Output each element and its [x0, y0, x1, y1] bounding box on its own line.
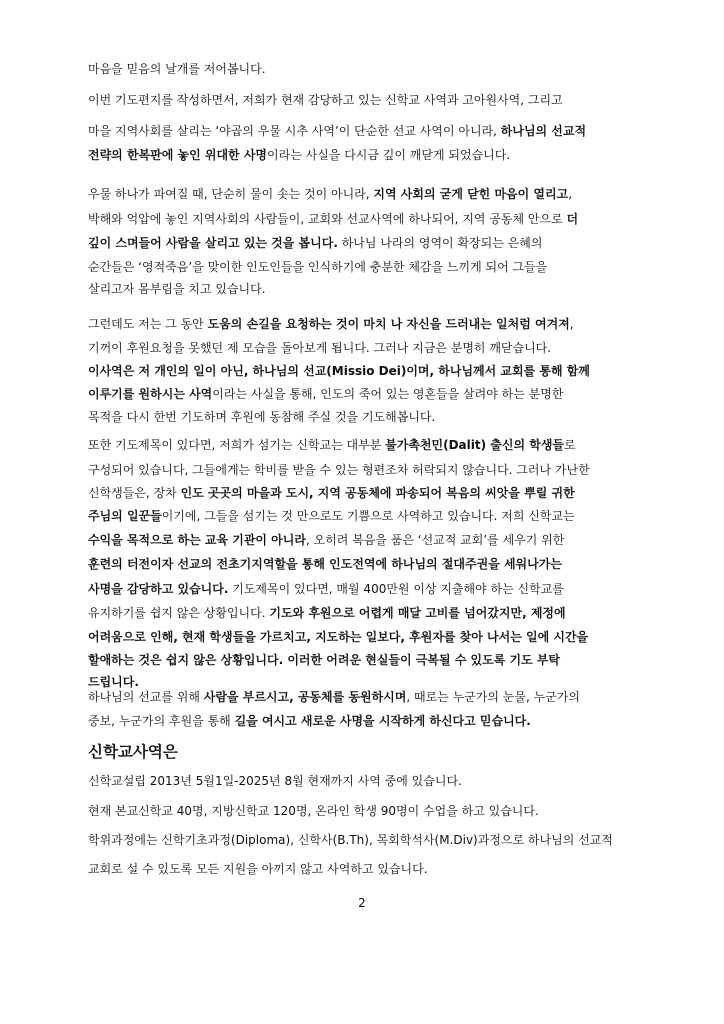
bold-text: 기도와 후원으로 어렵게 매달 고비를 넘어갔지만, 제정에	[269, 606, 566, 620]
bold-text: 훈련의 터전이자 선교의 전초기지역할을 통해 인도전역에 하나님의 절대주권을 세워나가는	[88, 557, 562, 571]
text-line	[88, 581, 564, 597]
bold-text: 이사역은 저 개인의 일이 아닌, 하나님의 선교(Missio Dei)이며, 하나님께서 교회를 통해 함께	[88, 364, 590, 378]
text-line	[88, 92, 563, 108]
text-line	[88, 689, 580, 705]
bold-text: 인도 곳곳의 마을과 도시, 지역 공동체에 파송되어 복음의 씨앗을 뿌릴 귀한	[180, 486, 575, 500]
text-line	[88, 211, 578, 227]
text-line	[88, 259, 547, 275]
bold-text: 이루기를 원하시는 사역	[88, 387, 213, 401]
bold-text: 하나님의 선교적	[500, 124, 587, 138]
text-run: ,	[568, 187, 573, 201]
text-line	[88, 652, 560, 668]
text-line	[88, 803, 539, 819]
text-line	[88, 147, 510, 163]
page-number: 2	[358, 896, 366, 910]
text-run: 이라는 사실을 통해, 인도의 죽어 있는 영혼들을 살려야 하는 분명한	[212, 387, 564, 401]
text-line	[88, 556, 562, 572]
text-run: 구성되어 있습니다, 그들에게는 학비를 받을 수 있는 형편조차 허락되지 않습니다. 그러나 가난한	[88, 463, 590, 477]
text-run: 마음을 믿음의 날개를 저어봅니다.	[88, 62, 266, 76]
bold-text: 주님의 일꾼들	[88, 509, 162, 523]
text-run: 신학교설립 2013년 5월1일-2025년 8월 현재까지 사역 중에 있습니다.	[88, 774, 462, 788]
text-line	[88, 316, 574, 332]
text-run: 이번 기도편지를 작성하면서, 저희가 현재 감당하고 있는 신학교 사역과 고아원사역, 그리고	[88, 93, 563, 107]
text-run: 하나님의 선교를 위해	[88, 690, 204, 704]
text-run: 유지하기를 쉽지 않은 상황입니다.	[88, 606, 270, 620]
text-run: 이기에, 그들을 섬기는 것 만으로도 기쁨으로 사역하고 있습니다. 저희 신학교는	[161, 509, 575, 523]
text-line	[88, 485, 575, 501]
bold-text: 수익을 목적으로 하는 교육 기관이 아니라	[88, 533, 306, 547]
text-line	[88, 462, 590, 478]
text-line	[88, 340, 551, 356]
text-line	[88, 532, 564, 548]
text-run: 학위과정에는 신학기초과정(Diploma), 신학사(B.Th), 목회학석사(M.Div)과정으로 하나님의 선교적	[88, 833, 613, 847]
bold-text: 더	[566, 212, 579, 226]
bold-text: 불가촉천민(Dalit) 출신의 학생들	[385, 438, 564, 452]
text-run: , 오히려 복음을 품은 ‘선교적 교회’를 세우기 위한	[305, 533, 565, 547]
text-line	[88, 674, 139, 690]
bold-text: 길을 여시고 새로운 사명을 시작하게 하신다고 믿습니다.	[234, 714, 531, 728]
text-run: 로	[564, 438, 576, 452]
bold-text: 할애하는 것은 쉽지 않은 상황입니다. 이러한 어려운 현실들이 극복될 수 있도록 기도 부탁	[88, 653, 561, 667]
text-run: 또한 기도제목이 있다면, 저희가 섬기는 신학교는 대부분	[88, 438, 386, 452]
text-run: 그런데도 저는 그 동안	[88, 317, 208, 331]
bold-text: 지역 사회의 굳게 닫힌 마음이 열리고	[373, 187, 569, 201]
text-line	[88, 437, 576, 453]
bold-text: 도움의 손길을 요청하는 것이 마치 나 자신을 드러내는 일처럼 여겨져	[207, 317, 570, 331]
text-run: 우물 하나가 파여질 때, 단순히 물이 솟는 것이 아니라,	[88, 187, 374, 201]
text-run: 현재 본교신학교 40명, 지방신학교 120명, 온라인 학생 90명이 수업을 하고 있습니다.	[88, 804, 539, 818]
text-line	[88, 186, 572, 202]
bold-text: 드립니다.	[88, 675, 139, 689]
text-run: 하나님 나라의 영역이 확장되는 은혜의	[337, 236, 543, 250]
text-line	[88, 605, 566, 621]
text-run: 살리고자 몸부림을 치고 있습니다.	[88, 282, 266, 296]
text-run: 이라는 사실을 다시금 깊이 깨닫게 되었습니다.	[267, 148, 511, 162]
text-line	[88, 773, 462, 789]
text-line	[88, 832, 613, 848]
bold-text: 전략의 한복판에 놓인 위대한 사명	[88, 148, 268, 162]
text-run: , 때로는 누군가의 눈물, 누군가의	[406, 690, 580, 704]
text-line	[88, 861, 428, 877]
bold-text: 어려움으로 인해, 현재 학생들을 가르치고, 지도하는 일보다, 후원자를 찾아 나서는 일에 시간을	[88, 630, 589, 644]
text-line	[88, 235, 542, 251]
text-line	[88, 123, 586, 139]
text-run: 순간들은 ‘영적죽음’을 맞이한 인도인들을 인식하기에 충분한 체감을 느끼게 되어 그들을	[88, 260, 548, 274]
text-line	[88, 508, 575, 524]
text-run: 목적을 다시 한번 기도하며 후원에 동참해 주실 것을 기도해봅니다.	[88, 410, 436, 424]
text-line	[88, 386, 563, 402]
bold-text: 사람을 부르시고, 공동체를 동원하시며	[203, 690, 407, 704]
text-run: 기꺼이 후원요청을 못했던 제 모습을 돌아보게 됩니다. 그러나 지금은 분명히 깨닫습니다.	[88, 341, 552, 355]
bold-text: 사명을 감당하고 있습니다.	[88, 582, 229, 596]
text-run: 신학생들은, 장차	[88, 486, 181, 500]
text-run: 중보, 누군가의 후원을 통해	[88, 714, 235, 728]
text-line	[88, 363, 590, 379]
text-run: 마을 지역사회를 살리는 ‘야곱의 우물 시추 사역’이 단순한 선교 사역이 아니라,	[88, 124, 501, 138]
text-line	[88, 713, 531, 729]
text-run: 박해와 억압에 놓인 지역사회의 사람들이, 교회와 선교사역에 하나되어, 지역 공동체 안으로	[88, 212, 567, 226]
text-line	[88, 629, 588, 645]
text-line	[88, 281, 266, 297]
text-run: ,	[569, 317, 574, 331]
text-run: 교회로 설 수 있도록 모든 지원을 아끼지 않고 사역하고 있습니다.	[88, 862, 428, 876]
section-heading: 신학교사역은	[88, 743, 178, 761]
text-line	[88, 61, 266, 77]
text-line	[88, 409, 435, 425]
text-run: 기도제목이 있다면, 매월 400만원 이상 지출해야 하는 신학교를	[228, 582, 564, 596]
bold-text: 깊이 스며들어 사람을 살리고 있는 것을 봅니다.	[88, 236, 338, 250]
